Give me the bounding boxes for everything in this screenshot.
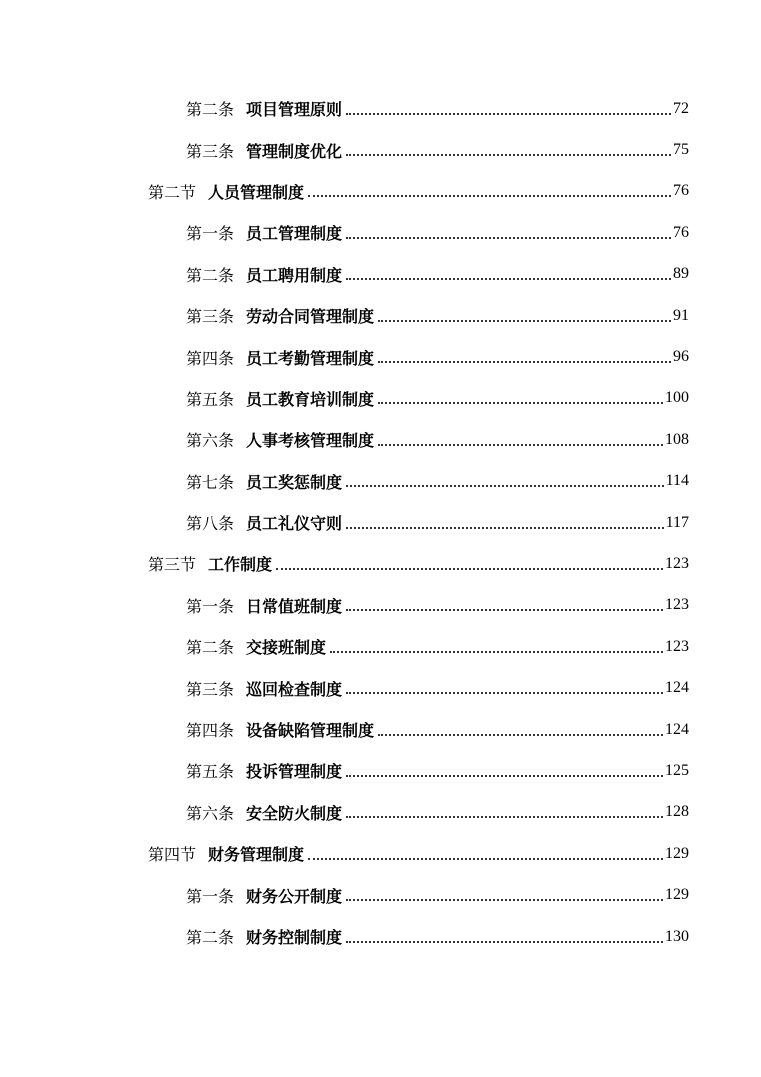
toc-article-entry[interactable] (0, 750, 761, 791)
toc-page-number: 123 (665, 637, 689, 655)
toc-page-number: 72 (673, 99, 689, 117)
dot-leader (378, 307, 671, 325)
toc-entry-number: 第六条 (186, 431, 235, 451)
toc-entry-number: 第八条 (186, 514, 235, 534)
toc-entry-number: 第三条 (186, 141, 235, 161)
dot-leader (346, 141, 671, 159)
dot-leader (346, 928, 663, 946)
dot-leader (346, 472, 664, 490)
toc-entry-title: 投诉管理制度 (246, 762, 343, 782)
toc-entry-number: 第一条 (186, 886, 235, 906)
toc-page-number: 89 (673, 265, 689, 283)
toc-article-entry[interactable] (0, 336, 761, 377)
toc-page-number: 129 (665, 844, 689, 862)
toc-page-number: 117 (665, 513, 689, 531)
dot-leader (346, 224, 671, 242)
toc-article-entry[interactable] (0, 585, 761, 626)
toc-entry-number: 第二条 (186, 100, 235, 120)
toc-page-number: 124 (665, 679, 689, 697)
toc-entry-title: 人事考核管理制度 (246, 431, 375, 451)
toc-page-number: 129 (665, 886, 689, 904)
toc-page-number: 114 (665, 472, 689, 490)
toc-entry-title: 财务控制制度 (246, 928, 343, 947)
toc-article-entry[interactable] (0, 212, 761, 253)
toc-entry-number: 第三条 (186, 679, 235, 699)
dot-leader (346, 100, 671, 118)
toc-page-number: 125 (665, 761, 689, 779)
toc-entry-number: 第二节 (148, 182, 197, 202)
toc-article-entry[interactable] (0, 254, 761, 295)
toc-article-entry[interactable] (0, 461, 761, 502)
toc-page-number: 100 (665, 389, 689, 407)
toc-entry-number: 第四节 (148, 845, 197, 865)
toc-entry-title: 员工聘用制度 (246, 265, 343, 285)
toc-page-number: 123 (665, 554, 689, 572)
toc-section-entry[interactable] (0, 543, 761, 584)
toc-page-number: 108 (665, 430, 689, 448)
toc-entry-title: 财务管理制度 (208, 845, 305, 865)
toc-entry-number: 第一条 (186, 596, 235, 616)
toc-entry-number: 第三条 (186, 307, 235, 327)
toc-entry-number: 第二条 (186, 265, 235, 285)
toc-entry-title: 员工奖惩制度 (246, 472, 343, 492)
dot-leader (378, 389, 663, 407)
toc-entry-number: 第六条 (186, 803, 235, 823)
toc-entry-number: 第二条 (186, 928, 235, 947)
toc-entry-title: 员工教育培训制度 (246, 389, 375, 409)
toc-article-entry[interactable] (0, 626, 761, 667)
toc-entry-title: 安全防火制度 (246, 803, 343, 823)
dot-leader (346, 679, 663, 697)
toc-entry-number: 第四条 (186, 721, 235, 741)
toc-entry-title: 项目管理原则 (246, 100, 343, 120)
toc-entry-number: 第二条 (186, 638, 235, 658)
dot-leader (308, 845, 663, 863)
toc-article-entry[interactable] (0, 916, 761, 957)
toc-article-entry[interactable] (0, 129, 761, 170)
dot-leader (378, 721, 663, 739)
toc-article-entry[interactable] (0, 502, 761, 543)
dot-leader (346, 596, 663, 614)
toc-entry-title: 巡回检查制度 (246, 679, 343, 699)
toc-page-number: 91 (673, 306, 689, 324)
toc-article-entry[interactable] (0, 667, 761, 708)
toc-entry-title: 员工管理制度 (246, 224, 343, 244)
toc-page-number: 123 (665, 596, 689, 614)
toc-entry-title: 员工礼仪守则 (246, 514, 343, 534)
toc-article-entry[interactable] (0, 295, 761, 336)
dot-leader (346, 886, 663, 904)
toc-page-number: 128 (665, 803, 689, 821)
dot-leader (346, 762, 663, 780)
toc-page-number: 96 (673, 348, 689, 366)
toc-entry-title: 员工考勤管理制度 (246, 348, 375, 368)
toc-page-number: 130 (665, 927, 689, 945)
toc-entry-title: 人员管理制度 (208, 182, 305, 202)
dot-leader (330, 638, 663, 656)
toc-entry-title: 设备缺陷管理制度 (246, 721, 375, 741)
dot-leader (378, 348, 671, 366)
toc-page-number: 76 (673, 223, 689, 241)
toc-entry-title: 日常值班制度 (246, 596, 343, 616)
toc-article-entry[interactable] (0, 88, 761, 129)
table-of-contents (0, 88, 761, 957)
toc-article-entry[interactable] (0, 709, 761, 750)
toc-page-number: 75 (673, 141, 689, 159)
toc-section-entry[interactable] (0, 833, 761, 874)
dot-leader (276, 555, 663, 573)
toc-entry-number: 第五条 (186, 389, 235, 409)
toc-page-number: 76 (673, 182, 689, 200)
toc-section-entry[interactable] (0, 171, 761, 212)
toc-entry-number: 第七条 (186, 472, 235, 492)
toc-article-entry[interactable] (0, 378, 761, 419)
toc-article-entry[interactable] (0, 874, 761, 915)
toc-article-entry[interactable] (0, 419, 761, 460)
toc-entry-number: 第五条 (186, 762, 235, 782)
toc-entry-number: 第三节 (148, 555, 197, 575)
toc-entry-title: 工作制度 (208, 555, 273, 575)
toc-entry-number: 第一条 (186, 224, 235, 244)
toc-page-number: 124 (665, 720, 689, 738)
dot-leader (308, 182, 671, 200)
toc-article-entry[interactable] (0, 792, 761, 833)
dot-leader (378, 431, 663, 449)
toc-entry-title: 管理制度优化 (246, 141, 343, 161)
dot-leader (346, 514, 664, 532)
toc-entry-title: 交接班制度 (246, 638, 327, 658)
toc-entry-title: 劳动合同管理制度 (246, 307, 375, 327)
toc-entry-title: 财务公开制度 (246, 886, 343, 906)
toc-entry-number: 第四条 (186, 348, 235, 368)
dot-leader (346, 803, 663, 821)
dot-leader (346, 265, 671, 283)
